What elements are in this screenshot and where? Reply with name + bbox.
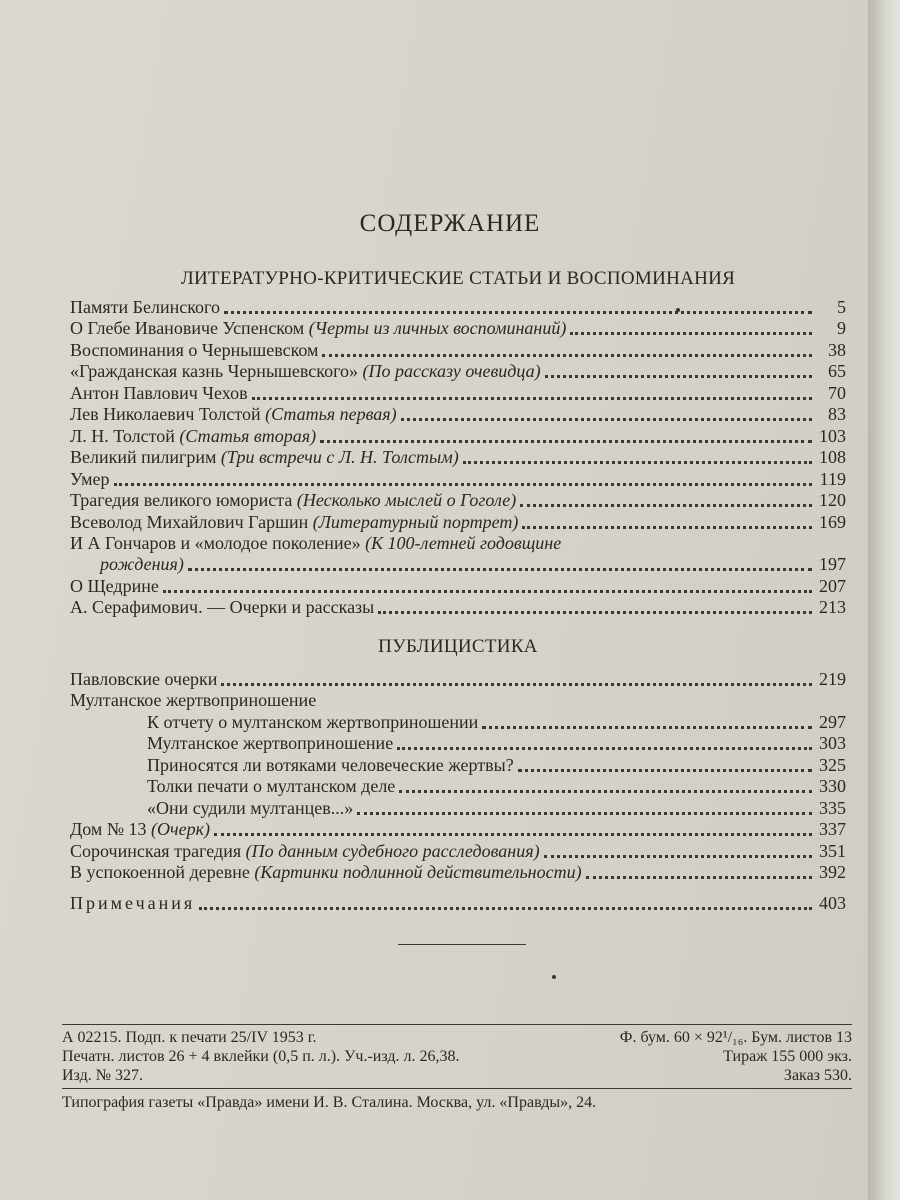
toc-entry-main-title: В успокоенной деревне bbox=[70, 862, 250, 882]
toc-entry-page: 337 bbox=[819, 819, 846, 839]
toc-entry bbox=[70, 819, 846, 841]
toc-entry-title bbox=[147, 776, 395, 797]
toc-entry-title bbox=[70, 426, 316, 447]
toc-entry-page: 9 bbox=[837, 318, 846, 338]
leader-dots bbox=[357, 812, 812, 815]
toc-entry-page: 38 bbox=[828, 339, 846, 360]
toc-entry-title bbox=[70, 297, 220, 318]
leader-dots bbox=[114, 483, 812, 486]
toc-entry-page: 83 bbox=[828, 404, 846, 424]
toc-entry-title bbox=[70, 512, 518, 533]
imprint-block bbox=[62, 1028, 852, 1085]
leader-dots bbox=[401, 418, 812, 421]
leader-dots bbox=[214, 833, 812, 836]
leader-dots bbox=[463, 461, 812, 464]
toc-entry-page: 119 bbox=[819, 468, 846, 489]
toc-entry-page: 335 bbox=[819, 797, 846, 818]
leader-dots bbox=[188, 568, 812, 571]
toc-entry-page: 207 bbox=[819, 575, 846, 596]
toc-entry bbox=[70, 468, 846, 490]
toc-entry-title bbox=[70, 318, 566, 339]
toc-entry-subtitle: (Статья вторая) bbox=[179, 425, 317, 446]
leader-dots bbox=[224, 311, 812, 314]
toc-entry-title bbox=[70, 469, 110, 490]
toc-entry-title bbox=[70, 361, 541, 382]
leader-dots bbox=[199, 907, 812, 910]
toc-entry-title bbox=[70, 819, 210, 840]
toc-entry-main-title: Трагедия великого юмориста bbox=[70, 490, 293, 510]
toc-entry-page: 70 bbox=[828, 382, 846, 403]
toc-entry bbox=[70, 533, 846, 576]
contents-title: СОДЕРЖАНИЕ bbox=[359, 210, 541, 237]
toc-entry-title bbox=[70, 340, 318, 361]
toc-entry-main-title: Всеволод Михайлович Гаршин bbox=[70, 511, 309, 532]
leader-dots bbox=[221, 683, 812, 686]
toc-entry-subtitle: рождения) bbox=[100, 554, 184, 574]
toc-entry-page: 169 bbox=[819, 511, 846, 532]
toc-entry-page: 392 bbox=[819, 862, 846, 882]
toc-entry-page: 120 bbox=[819, 490, 846, 510]
toc-entry-title bbox=[70, 490, 516, 511]
imprint-text: Ф. бум. 60 × 92¹/₁₆. Бум. листов 13 bbox=[619, 1029, 852, 1046]
toc-section-literary bbox=[70, 296, 846, 618]
imprint-text: Печатн. листов 26 + 4 вклейки (0,5 п. л.). Уч.-изд. л. 26,38. bbox=[62, 1048, 460, 1065]
print-speck bbox=[676, 308, 680, 312]
leader-dots bbox=[544, 855, 812, 858]
toc-entry bbox=[70, 711, 846, 733]
printer-line: Типография газеты «Правда» имени И. В. Сталина. Москва, ул. «Правды», 24. bbox=[62, 1094, 597, 1111]
toc-entry-main-title: Приносятся ли вотяками человеческие жертвы? bbox=[147, 754, 514, 775]
leader-dots bbox=[522, 526, 812, 529]
leader-dots bbox=[252, 397, 812, 400]
leader-dots bbox=[482, 726, 812, 729]
imprint-text: А 02215. Подп. к печати 25/IV 1953 г. bbox=[62, 1029, 317, 1046]
toc-entry-main-title: Толки печати о мултанском деле bbox=[147, 776, 396, 796]
toc-entry-main-title: Мултанское жертвоприношение bbox=[70, 690, 317, 710]
toc-entry bbox=[70, 797, 846, 819]
toc-entry-page: 103 bbox=[819, 425, 846, 446]
toc-entry-page: 108 bbox=[819, 447, 846, 467]
toc-entry-main-title: Памяти Белинского bbox=[70, 296, 220, 317]
toc-entry-page: 303 bbox=[819, 733, 846, 753]
toc-entry bbox=[70, 404, 846, 426]
toc-entry-title bbox=[70, 576, 159, 597]
imprint-line bbox=[62, 1066, 852, 1085]
toc-entry-main-title: Воспоминания о Чернышевском bbox=[70, 339, 319, 360]
toc-entry-main-title: Великий пилигрим bbox=[70, 447, 217, 467]
toc-entry-page: 219 bbox=[819, 668, 846, 689]
toc-entry-main-title: Л. Н. Толстой bbox=[70, 425, 175, 446]
leader-dots bbox=[545, 375, 812, 378]
toc-entry-title bbox=[147, 733, 393, 754]
toc-entry-title bbox=[70, 862, 582, 883]
toc-entry-subtitle: (По данным судебного расследования) bbox=[245, 840, 540, 861]
toc-entry-subtitle: (Черты из личных воспоминаний) bbox=[308, 318, 567, 338]
imprint-rule-top bbox=[62, 1024, 852, 1025]
toc-entry-page: 297 bbox=[819, 711, 846, 732]
toc-entry-line bbox=[70, 533, 846, 554]
section-title-literary: ЛИТЕРАТУРНО-КРИТИЧЕСКИЕ СТАТЬИ И ВОСПОМИНАНИЯ bbox=[180, 268, 736, 289]
toc-notes bbox=[70, 892, 846, 914]
toc-entry-page: 403 bbox=[819, 892, 846, 913]
toc-entry bbox=[70, 318, 846, 340]
toc-entry-main-title: «Гражданская казнь Чернышевского» bbox=[70, 361, 359, 381]
leader-dots bbox=[520, 504, 812, 507]
toc-entry-main-title: И А Гончаров и «молодое поколение» bbox=[70, 532, 361, 553]
toc-entry bbox=[70, 361, 846, 383]
toc-entry-main-title: Мултанское жертвоприношение bbox=[147, 733, 394, 753]
leader-dots bbox=[399, 790, 812, 793]
leader-dots bbox=[518, 769, 812, 772]
toc-entry-main-title: Умер bbox=[70, 468, 110, 489]
toc-entry-main-title: О Щедрине bbox=[70, 575, 159, 596]
imprint-rule-bottom bbox=[62, 1088, 852, 1089]
toc-entry-subtitle: (Картинки подлинной действительности) bbox=[254, 862, 582, 882]
leader-dots bbox=[322, 354, 812, 357]
toc-entry-title bbox=[70, 404, 397, 425]
toc-entry bbox=[70, 447, 846, 469]
leader-dots bbox=[378, 611, 812, 614]
toc-entry-title: Примечания bbox=[70, 892, 196, 913]
toc-entry-subtitle: (Литературный портрет) bbox=[312, 511, 519, 532]
toc-entry-main-title: Антон Павлович Чехов bbox=[70, 382, 248, 403]
toc-entry-page: 351 bbox=[819, 840, 846, 861]
toc-entry-subtitle: (Несколько мыслей о Гоголе) bbox=[296, 490, 517, 510]
toc-entry-subtitle: (По рассказу очевидца) bbox=[362, 361, 541, 381]
leader-dots bbox=[586, 876, 812, 879]
section-divider bbox=[398, 944, 526, 945]
toc-entry-subtitle: (К 100-летней годовщине bbox=[365, 532, 562, 553]
toc-entry-main-title: Павловские очерки bbox=[70, 668, 218, 689]
toc-section-publicistic bbox=[70, 668, 846, 883]
toc-entry bbox=[70, 575, 846, 597]
toc-entry-page: 330 bbox=[819, 776, 846, 796]
toc-entry-main-title: А. Серафимович. — Очерки и рассказы bbox=[70, 597, 375, 617]
toc-entry bbox=[70, 597, 846, 619]
imprint-text: Тираж 155 000 экз. bbox=[723, 1048, 852, 1065]
section-title-publicistic: ПУБЛИЦИСТИКА bbox=[378, 636, 538, 657]
toc-entry-title bbox=[147, 798, 353, 819]
toc-entry bbox=[70, 668, 846, 690]
toc-entry-title bbox=[147, 712, 478, 733]
toc-entry-title bbox=[70, 841, 540, 862]
toc-entry-page: 5 bbox=[837, 296, 846, 317]
toc-entry bbox=[70, 425, 846, 447]
toc-entry bbox=[70, 511, 846, 533]
page-edge bbox=[868, 0, 900, 1200]
toc-entry bbox=[70, 490, 846, 512]
toc-entry-subtitle: (Статья первая) bbox=[265, 404, 397, 424]
toc-entry-subtitle: (Очерк) bbox=[151, 819, 210, 839]
toc-entry-page: 213 bbox=[819, 597, 846, 617]
toc-entry-page: 197 bbox=[819, 554, 846, 574]
toc-entry-title bbox=[70, 383, 248, 404]
toc-entry-title bbox=[70, 597, 374, 618]
imprint-text: Изд. № 327. bbox=[62, 1067, 143, 1084]
toc-entry bbox=[70, 690, 846, 712]
toc-entry bbox=[70, 382, 846, 404]
toc-entry-main-title: К отчету о мултанском жертвоприношении bbox=[147, 711, 479, 732]
toc-entry-title bbox=[70, 690, 316, 711]
leader-dots bbox=[320, 440, 812, 443]
imprint-text: Заказ 530. bbox=[783, 1067, 852, 1084]
leader-dots bbox=[163, 590, 812, 593]
toc-entry bbox=[70, 296, 846, 318]
toc-entry-main-title: «Они судили мултанцев...» bbox=[147, 797, 354, 818]
leader-dots bbox=[570, 332, 812, 335]
toc-entry-main-title: Дом № 13 bbox=[70, 819, 147, 839]
toc-entry bbox=[70, 733, 846, 755]
toc-entry-title bbox=[70, 669, 217, 690]
toc-entry-subtitle: (Три встречи с Л. Н. Толстым) bbox=[220, 447, 459, 467]
toc-entry-main-title: О Глебе Ивановиче Успенском bbox=[70, 318, 305, 338]
toc-entry-line bbox=[70, 554, 846, 576]
toc-entry-title bbox=[70, 447, 459, 468]
toc-entry bbox=[70, 754, 846, 776]
imprint-line bbox=[62, 1028, 852, 1047]
toc-entry-page: 325 bbox=[819, 754, 846, 775]
toc-entry bbox=[70, 776, 846, 798]
toc-entry bbox=[70, 862, 846, 884]
toc-entry-main-title: Лев Николаевич Толстой bbox=[70, 404, 261, 424]
imprint-line bbox=[62, 1047, 852, 1066]
toc-entry-title bbox=[147, 755, 514, 776]
toc-entry bbox=[70, 339, 846, 361]
toc-entry-main-title: Сорочинская трагедия bbox=[70, 840, 242, 861]
print-speck bbox=[552, 975, 556, 979]
toc-entry-notes bbox=[70, 892, 846, 914]
toc-entry-page: 65 bbox=[828, 361, 846, 381]
leader-dots bbox=[397, 747, 812, 750]
toc-entry bbox=[70, 840, 846, 862]
